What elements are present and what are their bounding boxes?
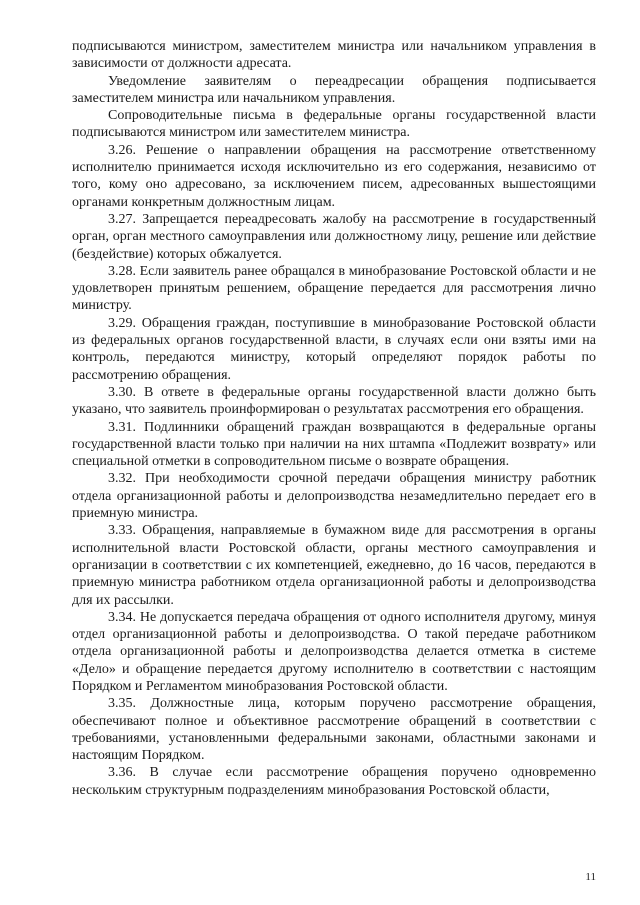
paragraph: Уведомление заявителям о переадресации обращения подписывается заместителем министра или начальником управления.: [72, 73, 596, 106]
page-number: 11: [585, 871, 596, 883]
paragraph-3-34: 3.34. Не допускается передача обращения от одного исполнителя другому, минуя отдел организационной работы и делопроизводства. О такой передаче работником отдела организационной работы и делопроизводства делается отметка в системе «Дело» и обращение передается другому исполнителю в соответствии с настоящим Порядком и Регламентом минобразования Ростовской области.: [72, 609, 596, 694]
paragraph-3-36: 3.36. В случае если рассмотрение обращения поручено одновременно нескольким структурным подразделениям минобразования Ростовской области,: [72, 765, 596, 798]
paragraph-3-33: 3.33. Обращения, направляемые в бумажном виде для рассмотрения в органы исполнительной власти Ростовской области, органы местного самоуправления и организации в соответствии с их компетенцией, ежедневно, до 16 часов, передаются в приемную министра работником отдела организационной работы и делопроизводства для их рассылки.: [72, 523, 596, 608]
document-page: [72, 38, 596, 799]
paragraph: подписываются министром, заместителем министра или начальником управления в зависимости от должности адресата.: [72, 39, 596, 72]
paragraph-3-32: 3.32. При необходимости срочной передачи обращения министру работник отдела организационной работы и делопроизводства незамедлительно передает его в приемную министра.: [72, 471, 596, 522]
paragraph: Сопроводительные письма в федеральные органы государственной власти подписываются министром или заместителем министра.: [72, 108, 596, 141]
paragraph-3-31: 3.31. Подлинники обращений граждан возвращаются в федеральные органы государственной власти только при наличии на них штампа «Подлежит возврату» или специальной отметки в сопроводительном письме о возврате обращения.: [72, 419, 596, 470]
paragraph-3-28: 3.28. Если заявитель ранее обращался в минобразование Ростовской области и не удовлетворен принятым решением, обращение передается для рассмотрения лично министру.: [72, 263, 596, 314]
paragraph-3-29: 3.29. Обращения граждан, поступившие в минобразование Ростовской области из федеральных органов государственной власти, в случаях если они взяты ими на контроль, передаются министру, который определяют порядок работы по рассмотрению обращения.: [72, 315, 596, 383]
paragraph-3-26: 3.26. Решение о направлении обращения на рассмотрение ответственному исполнителю принимается исходя исключительно из его содержания, независимо от того, кому оно адресовано, за исключением писем, адресованных вышестоящими органами конкретным должностным лицам.: [72, 142, 596, 210]
paragraph-3-30: 3.30. В ответе в федеральные органы государственной власти должно быть указано, что заявитель проинформирован о результатах рассмотрения его обращения.: [72, 384, 596, 418]
paragraph-3-35: 3.35. Должностные лица, которым поручено рассмотрение обращения, обеспечивают полное и объективное рассмотрение обращений в соответствии с требованиями, установленными федеральными законами, областными законами и настоящим Порядком.: [72, 696, 596, 764]
paragraph-3-27: 3.27. Запрещается переадресовать жалобу на рассмотрение в государственный орган, орган местного самоуправления или должностному лицу, решение или действие (бездействие) которых обжалуется.: [72, 211, 596, 262]
